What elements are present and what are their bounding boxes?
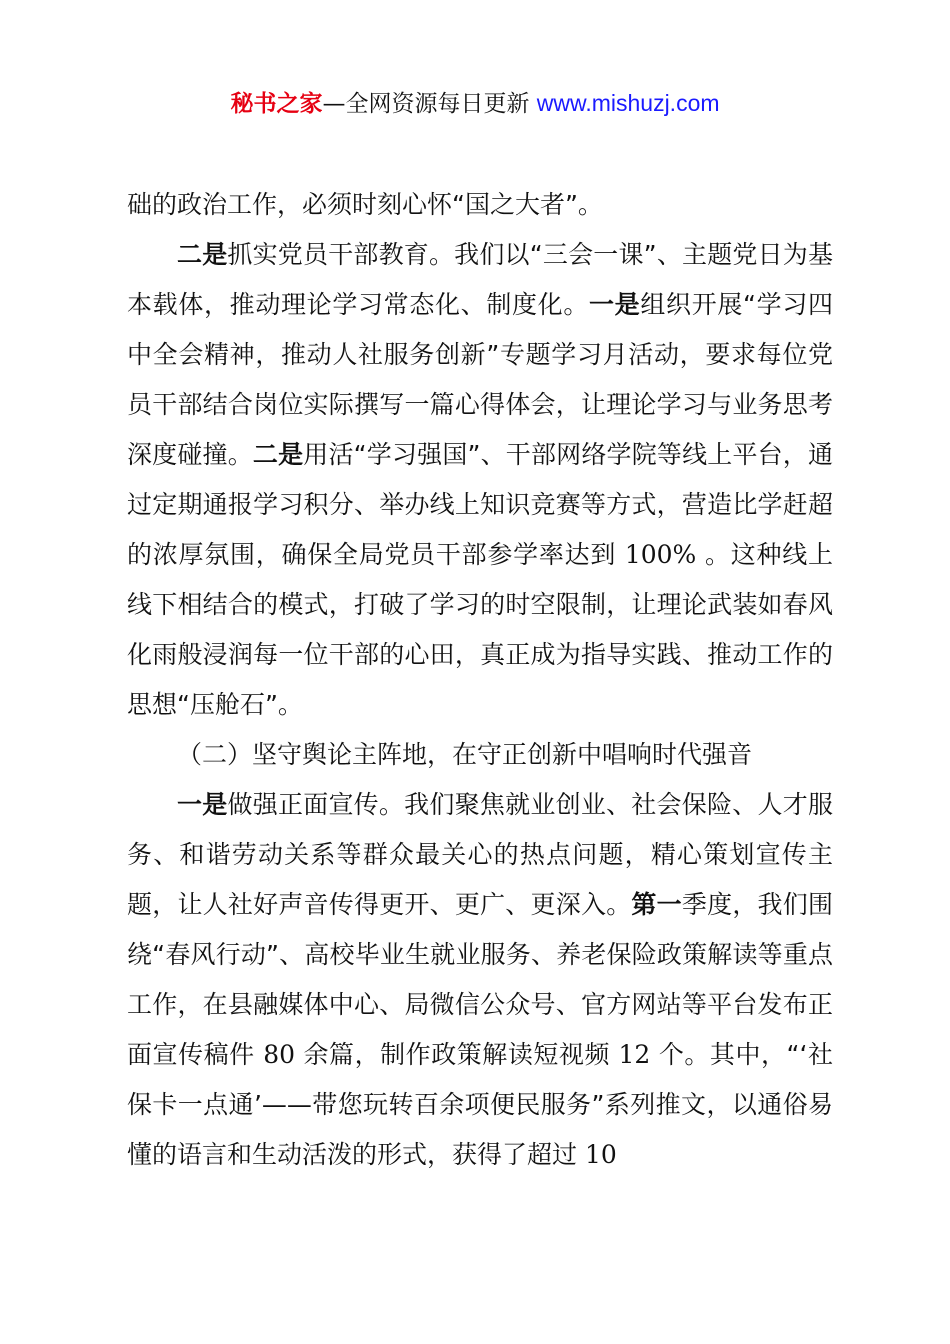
number-value: 12: [610, 1040, 659, 1069]
bold-lead: 第一: [631, 890, 682, 919]
paragraph-text: 抓实党员干部教育。我们以“三会一课”、主题党日为基本载体，推动理论学习常态化、制度化。: [127, 240, 833, 319]
paragraph-publicity: [127, 780, 833, 1180]
bold-lead: 二是: [177, 240, 228, 269]
section-heading: [127, 730, 833, 780]
site-header: [0, 86, 950, 121]
section-heading-text: （二）坚守舆论主阵地，在守正创新中唱响时代强音: [177, 740, 753, 769]
paragraph-text: 础的政治工作，必须时刻心怀“国之大者”。: [127, 190, 603, 219]
bold-lead: 二是: [252, 440, 304, 469]
paragraph-text: 季度，我们围绕“春风行动”、高校毕业生就业服务、养老保险政策解读等重点工作，在县融媒体中心、局微信公众号、官方网站等平台发布正面宣传稿件: [127, 890, 833, 1069]
number-value: 100%: [616, 540, 705, 569]
header-tagline: —全网资源每日更新: [322, 91, 537, 117]
paragraph-text: 用活“学习强国”、干部网络学院等线上平台，通过定期通报学习积分、举办线上知识竞赛等方式，营造比学赶超的浓厚氛围，确保全局党员干部参学率达到: [127, 440, 833, 569]
paragraph-text: 做强正面宣传。我们聚焦就业创业、社会保险、人才服务、和谐劳动关系等群众最关心的热点问题，精心策划宣传主题，让人社好声音传得更开、更广、更深入。: [127, 790, 833, 919]
paragraph-text: 组织开展“学习四中全会精神，推动人社服务创新”专题学习月活动，要求每位党员干部结合岗位实际撰写一篇心得体会，让理论学习与业务思考深度碰撞。: [127, 290, 833, 469]
number-value: 10: [577, 1140, 617, 1169]
brand-name: 秘书之家: [230, 91, 323, 117]
paragraph-text: 余篇，制作政策解读短视频: [303, 1040, 611, 1069]
paragraph-continuation: [127, 180, 833, 230]
bold-lead: 一是: [177, 790, 228, 819]
paragraph-text: 。这种线上线下相结合的模式，打破了学习的时空限制，让理论武装如春风化雨般浸润每一位干部的心田，真正成为指导实践、推动工作的思想“压舱石”。: [127, 540, 833, 719]
number-value: 80: [254, 1040, 304, 1069]
paragraph-text: 个。其中，“‘社保卡一点通’——带您玩转百余项便民服务”系列推文，以通俗易懂的语言和生动活泼的形式，获得了超过: [127, 1040, 833, 1169]
bold-lead: 一是: [589, 290, 641, 319]
site-link[interactable]: www.mishuzj.com: [536, 90, 720, 116]
document-body: [127, 180, 833, 1180]
paragraph-party-education: [127, 230, 833, 730]
